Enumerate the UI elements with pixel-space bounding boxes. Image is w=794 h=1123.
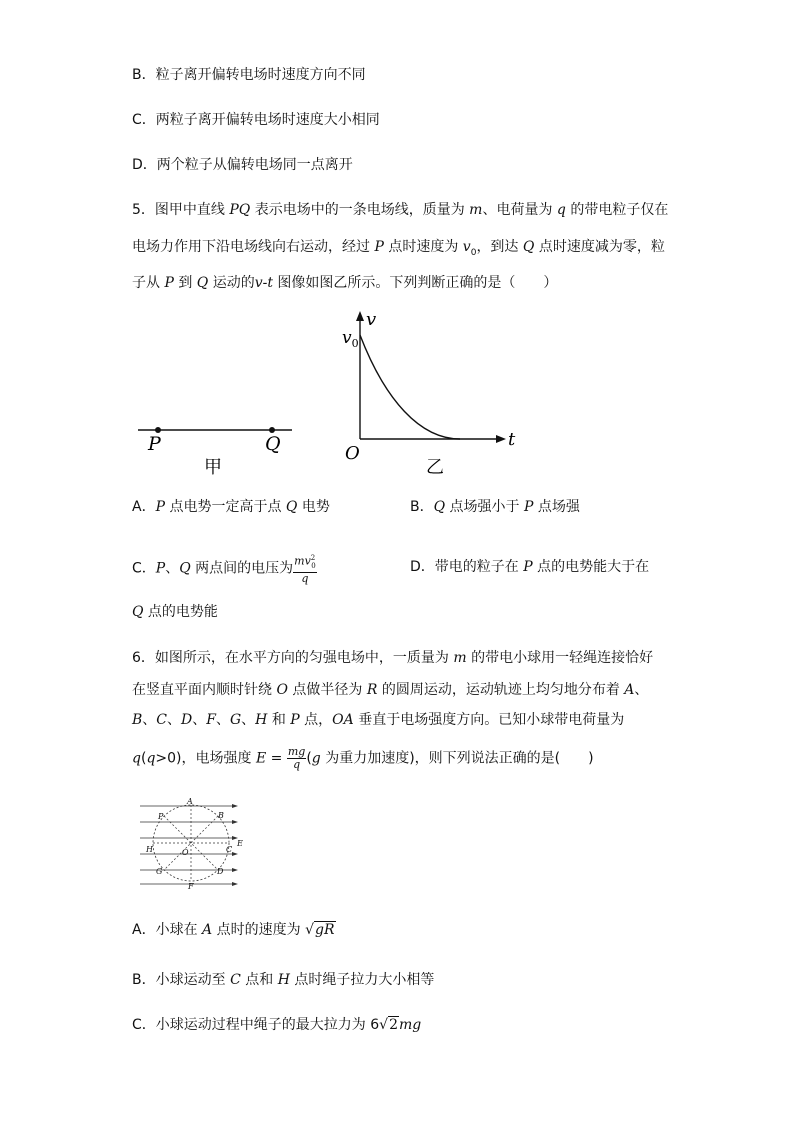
q6-stem-line1: 6．如图所示，在水平方向的匀强电场中，一质量为 m 的带电小球用一轻绳连接恰好 <box>132 650 654 666</box>
q5-option-a: A．P 点电势一定高于点 Q 电势 <box>132 499 330 515</box>
sqrt-2: √2 <box>379 1017 398 1033</box>
q5-option-d: D．带电的粒子在 P 点的电势能大于在 <box>410 559 650 575</box>
fig-label-a: A <box>187 797 193 806</box>
fig-label-g: G <box>156 867 163 876</box>
label-t: t <box>508 429 516 450</box>
fraction-mv0sq-over-q: $\frac{mv^2_0}{q}$ <box>294 554 316 585</box>
caption-jia: 甲 <box>204 457 222 478</box>
q5-option-d-cont: Q 点的电势能 <box>132 604 218 620</box>
q5-option-c: C．P、Q 两点间的电压为 $\frac{mv^2_0}{q}$ <box>132 554 316 585</box>
q6-option-a: A．小球在 A 点时的速度为 √gR <box>132 922 335 938</box>
fig-label-d: D <box>217 867 224 876</box>
q5-stem-line1: 5．图甲中直线 PQ 表示电场中的一条电场线，质量为 m、电荷量为 q 的带电粒子仅在 <box>132 202 669 218</box>
sqrt-gR: √gR <box>305 922 335 938</box>
q6-stem-line4: q(q>0)，电场强度 E = $\frac{mg}{q}$ (g 为重力加速度)，则下列说法正确的是( ) <box>132 745 594 771</box>
t-axis-arrow <box>496 435 506 443</box>
fraction-mg-over-q: $\frac{mg}{q}$ <box>287 745 306 771</box>
label-q: Q <box>265 433 281 455</box>
q6-option-c: C．小球运动过程中绳子的最大拉力为 6√2mg <box>132 1017 422 1033</box>
fig-label-c: C <box>226 845 233 854</box>
q5-stem-line3: 子从 P 到 Q 运动的v-t 图像如图乙所示。下列判断正确的是（ ） <box>132 275 558 291</box>
field-arrow-5 <box>232 868 238 872</box>
q5-option-b: B．Q 点场强小于 P 点场强 <box>410 499 580 515</box>
fig-label-b: B <box>218 811 224 820</box>
field-arrow-2 <box>232 820 238 824</box>
fig-label-e: E <box>237 839 243 848</box>
option-c-prev: C．两粒子离开偏转电场时速度大小相同 <box>132 112 380 128</box>
figure-jia <box>132 410 302 480</box>
q5-stem-line2: 电场力作用下沿电场线向右运动，经过 P 点时速度为 $v_0$，到达 Q 点时速度减为零，粒 <box>132 239 665 258</box>
field-arrow-4 <box>232 852 238 856</box>
caption-yi: 乙 <box>426 457 444 478</box>
label-origin: O <box>345 443 360 464</box>
v-axis-arrow <box>356 311 364 321</box>
q6-option-b: B．小球运动至 C 点和 H 点时绳子拉力大小相等 <box>132 972 435 988</box>
fig-label-o: O <box>182 848 189 857</box>
fig-label-h: H <box>146 845 153 854</box>
vt-curve <box>360 335 460 439</box>
q6-stem-line2: 在竖直平面内顺时针绕 O 点做半径为 R 的圆周运动，运动轨迹上均匀地分布着 A、 <box>132 682 649 698</box>
fig-label-p: P <box>158 812 164 821</box>
label-v: v <box>366 309 377 330</box>
field-arrow-6 <box>232 882 238 886</box>
label-v0: $v_0$ <box>342 328 359 350</box>
figure-yi <box>330 305 530 480</box>
option-d-prev: D．两个粒子从偏转电场同一点离开 <box>132 157 353 173</box>
option-b-prev: B．粒子离开偏转电场时速度方向不同 <box>132 67 366 83</box>
label-p: P <box>148 433 161 455</box>
q6-stem-line3: B、C、D、F、G、H 和 P 点，OA 垂直于电场强度方向。已知小球带电荷量为 <box>132 712 625 728</box>
figure-circle-field <box>138 795 250 890</box>
fig-label-f: F <box>188 882 194 890</box>
field-arrow-1 <box>232 804 238 808</box>
